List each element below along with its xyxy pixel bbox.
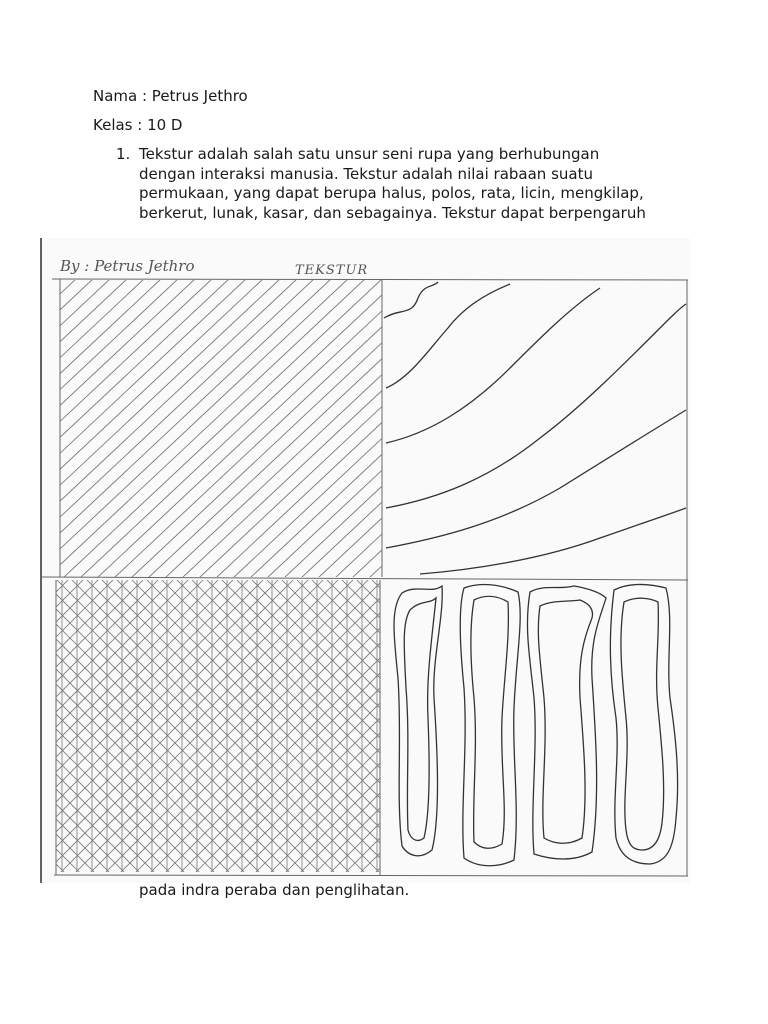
hatch-line <box>420 278 690 578</box>
hatch-line <box>63 278 383 578</box>
hatch-line <box>40 278 213 578</box>
hatch-line <box>40 278 298 578</box>
hatch-line <box>40 578 205 878</box>
hatch-line <box>40 278 230 578</box>
hatch-line <box>301 278 621 578</box>
hatch-line <box>40 578 115 878</box>
paragraph-closing: pada indra peraba dan penglihatan. <box>139 881 410 899</box>
hatch-line <box>148 278 468 578</box>
paragraph-line: Tekstur adalah salah satu unsur seni rupa yang berhubungan <box>139 145 600 163</box>
hatch-line <box>40 278 77 578</box>
organic-shapes-panel <box>394 585 678 866</box>
hatch-line <box>216 278 536 578</box>
hatch-line <box>40 278 94 578</box>
hatch-line <box>40 578 85 878</box>
hatch-line <box>233 278 553 578</box>
hatch-line <box>40 278 60 578</box>
hatch-line <box>352 278 672 578</box>
hatch-line <box>97 278 417 578</box>
hatch-line <box>40 578 85 878</box>
hatch-line <box>318 278 638 578</box>
hatch-line <box>430 578 690 878</box>
hatch-line <box>40 278 162 578</box>
hatch-line <box>165 278 485 578</box>
texture-drawing <box>40 238 690 883</box>
student-name: Nama : Petrus Jethro <box>93 87 248 105</box>
hatch-line <box>40 278 145 578</box>
hatch-line <box>40 578 235 878</box>
drawing-title: TEKSTUR <box>295 263 369 278</box>
cross-hatching-panel <box>40 578 690 878</box>
hatch-line <box>403 278 690 578</box>
hatch-line <box>40 578 265 878</box>
hatch-line <box>369 278 689 578</box>
hatch-line <box>131 278 451 578</box>
hatch-line <box>40 278 332 578</box>
hatch-line <box>40 578 325 878</box>
paragraph-line: permukaan, yang dapat berupa halus, polos, rata, licin, mengkilap, <box>139 184 644 202</box>
hatch-line <box>40 278 111 578</box>
hatch-line <box>40 578 325 878</box>
hatch-line <box>40 278 179 578</box>
paragraph-line: berkerut, lunak, kasar, dan sebagainya. Tekstur dapat berpengaruh <box>139 203 646 222</box>
hatch-line <box>40 578 175 878</box>
hatch-line <box>40 578 235 878</box>
hatch-line <box>415 578 690 878</box>
hatch-line <box>40 578 70 878</box>
hatch-line <box>46 278 366 578</box>
hatch-line <box>40 578 265 878</box>
diagonal-hatching-panel <box>40 278 690 578</box>
hatch-line <box>335 278 655 578</box>
hatch-line <box>80 278 400 578</box>
hatch-line <box>199 278 519 578</box>
hatch-line <box>40 578 175 878</box>
student-class: Kelas : 10 D <box>93 116 183 134</box>
list-number: 1. <box>116 145 131 163</box>
hatch-line <box>40 578 115 878</box>
hatch-line <box>415 578 690 878</box>
hatch-line <box>250 278 570 578</box>
hatch-line <box>40 278 281 578</box>
hatch-line <box>386 278 690 578</box>
hatch-line <box>40 278 128 578</box>
hatch-line <box>430 578 690 878</box>
hatch-line <box>114 278 434 578</box>
hatch-line <box>40 578 55 878</box>
wavy-lines-panel <box>384 282 686 574</box>
paragraph-line: dengan interaksi manusia. Tekstur adalah nilai rabaan suatu <box>139 164 593 183</box>
signature-text: By : Petrus Jethro <box>60 257 195 275</box>
hatch-line <box>40 578 205 878</box>
hatch-line <box>40 578 70 878</box>
hatch-line <box>40 578 55 878</box>
